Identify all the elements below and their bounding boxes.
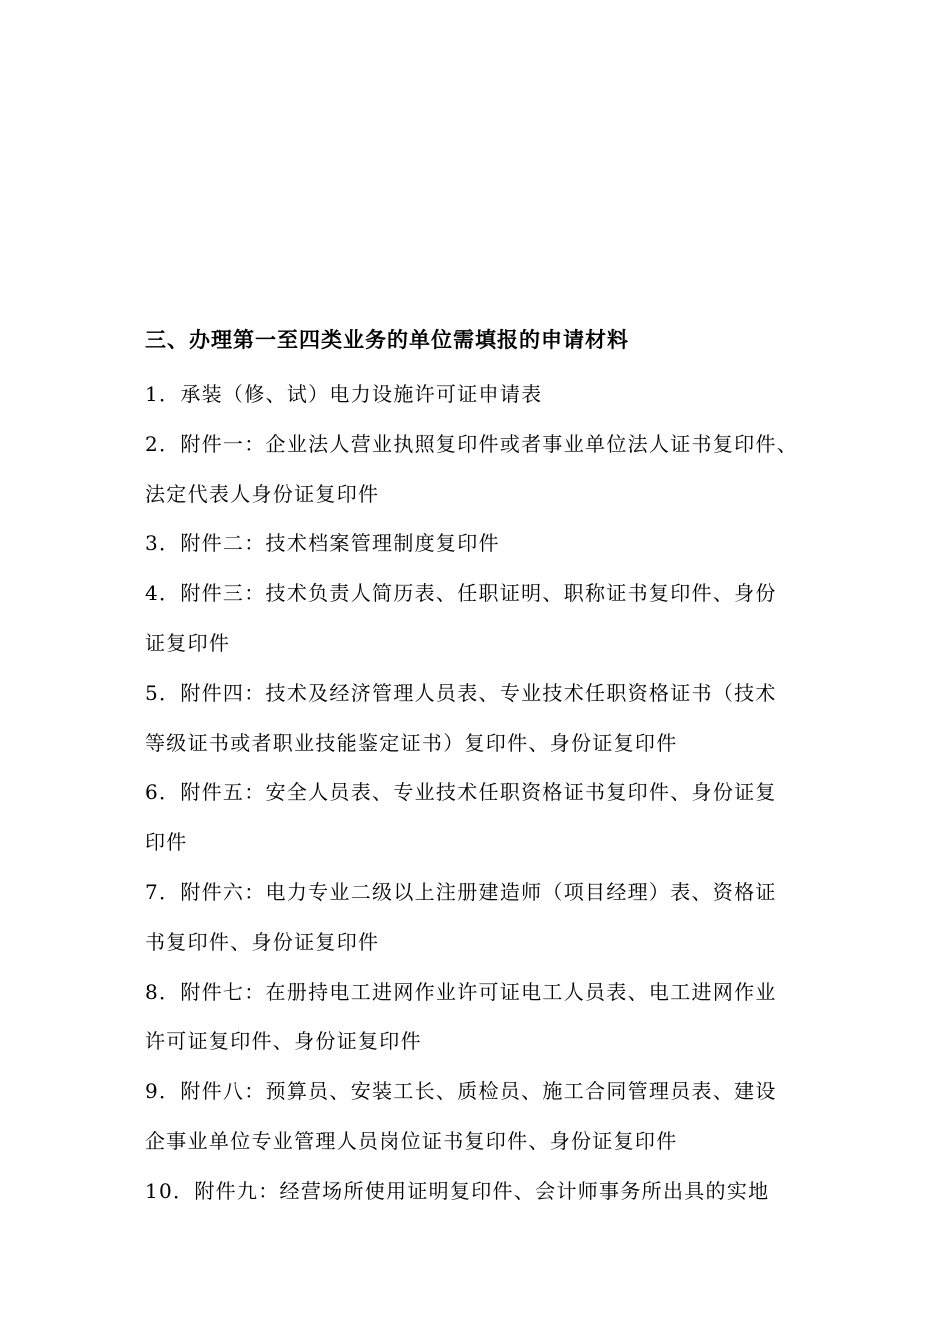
text-line: 5．附件四：技术及经济管理人员表、专业技术任职资格证书（技术 — [145, 680, 777, 705]
text-line: 10．附件九：经营场所使用证明复印件、会计师事务所出具的实地 — [145, 1178, 770, 1203]
text-line: 法定代表人身份证复印件 — [145, 481, 380, 506]
text-line: 4．附件三：技术负责人简历表、任职证明、职称证书复印件、身份 — [145, 581, 777, 606]
section-heading: 三、办理第一至四类业务的单位需填报的申请材料 — [145, 327, 629, 352]
text-line: 证复印件 — [145, 630, 231, 655]
text-line: 8．附件七：在册持电工进网作业许可证电工人员表、电工进网作业 — [145, 979, 777, 1004]
text-line: 6．附件五：安全人员表、专业技术任职资格证书复印件、身份证复 — [145, 780, 777, 805]
text-line: 等级证书或者职业技能鉴定证书）复印件、身份证复印件 — [145, 730, 678, 755]
text-line: 许可证复印件、身份证复印件 — [145, 1029, 422, 1054]
text-line: 9．附件八：预算员、安装工长、质检员、施工合同管理员表、建设 — [145, 1079, 777, 1104]
text-line: 印件 — [145, 830, 188, 855]
text-line: 书复印件、身份证复印件 — [145, 929, 380, 954]
text-line: 7．附件六：电力专业二级以上注册建造师（项目经理）表、资格证 — [145, 879, 777, 904]
text-line: 企事业单位专业管理人员岗位证书复印件、身份证复印件 — [145, 1128, 678, 1153]
materials-list — [145, 370, 825, 1217]
text-line: 3．附件二：技术档案管理制度复印件 — [145, 531, 500, 556]
text-line: 2．附件一：企业法人营业执照复印件或者事业单位法人证书复印件、 — [145, 431, 799, 456]
text-line: 1．承装（修、试）电力设施许可证申请表 — [145, 382, 543, 406]
